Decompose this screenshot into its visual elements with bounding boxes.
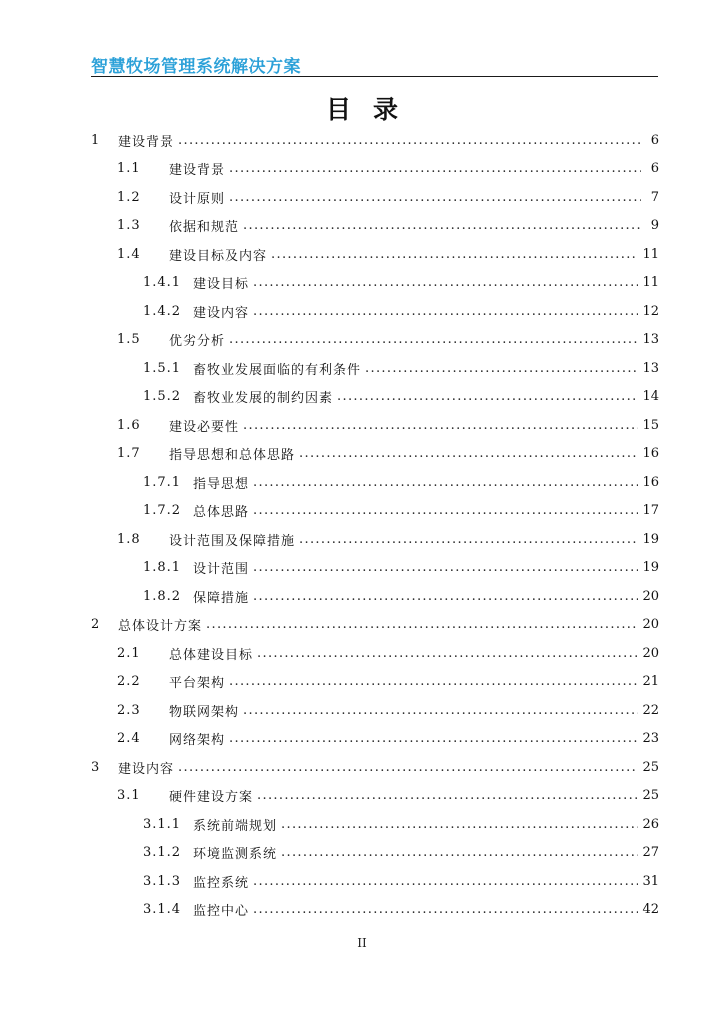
toc-entry[interactable] — [91, 582, 659, 611]
toc-entry[interactable] — [91, 240, 659, 269]
toc-entry[interactable] — [91, 753, 659, 782]
toc-entry-number: 1.4.2 — [143, 303, 182, 319]
toc-entry-number: 2 — [91, 617, 101, 633]
toc-entry-page: 12 — [642, 303, 659, 319]
toc-entry[interactable] — [91, 326, 659, 355]
toc-entry[interactable] — [91, 696, 659, 725]
toc-entry-number: 1.7.1 — [143, 474, 182, 490]
toc-entry-number: 1.7.2 — [143, 503, 182, 519]
toc-entry-page: 11 — [642, 246, 659, 262]
toc-entry-number: 1.7 — [117, 446, 141, 462]
toc-entry-label: 平台架构 — [169, 676, 226, 692]
toc-entry-page: 6 — [650, 161, 659, 177]
toc-entry[interactable] — [91, 839, 659, 868]
toc-entry-number: 3.1.1 — [143, 816, 182, 832]
toc-entry-label: 总体思路 — [193, 505, 250, 521]
toc-entry[interactable] — [91, 269, 659, 298]
toc-entry-label: 总体设计方案 — [118, 619, 203, 635]
toc-dot-leader — [257, 646, 638, 661]
toc-entry[interactable] — [91, 155, 659, 184]
toc-entry-label: 建设内容 — [193, 305, 250, 321]
toc-entry-page: 13 — [642, 332, 659, 348]
toc-dot-leader — [206, 617, 638, 632]
toc-entry[interactable] — [91, 354, 659, 383]
toc-entry-label: 保障措施 — [193, 590, 250, 606]
toc-entry-number: 3.1 — [117, 788, 141, 804]
toc-entry-label: 总体建设目标 — [169, 647, 254, 663]
page-number: II — [357, 936, 367, 950]
toc-dot-leader — [299, 446, 638, 461]
toc-entry[interactable] — [91, 639, 659, 668]
toc-entry-page: 25 — [642, 788, 659, 804]
toc-entry[interactable] — [91, 782, 659, 811]
toc-dot-leader — [178, 760, 638, 775]
toc-entry-number: 2.1 — [117, 645, 141, 661]
toc-entry[interactable] — [91, 725, 659, 754]
toc-dot-leader — [253, 874, 638, 889]
toc-entry-page: 15 — [642, 417, 659, 433]
toc-entry[interactable] — [91, 183, 659, 212]
page-header — [91, 50, 658, 77]
toc-entry[interactable] — [91, 611, 659, 640]
toc-entry-page: 13 — [642, 360, 659, 376]
table-of-contents — [91, 126, 659, 924]
toc-dot-leader — [178, 133, 641, 148]
toc-entry-page: 27 — [642, 845, 659, 861]
toc-entry-number: 1.4.1 — [143, 275, 182, 291]
toc-entry-label: 监控系统 — [193, 875, 250, 891]
toc-dot-leader — [229, 332, 638, 347]
toc-entry[interactable] — [91, 668, 659, 697]
toc-entry-page: 21 — [642, 674, 659, 690]
toc-dot-leader — [253, 503, 638, 518]
toc-entry-number: 1.4 — [117, 246, 141, 262]
toc-entry-label: 畜牧业发展的制约因素 — [193, 391, 334, 407]
toc-entry-number: 3.1.4 — [143, 902, 182, 918]
toc-entry-label: 物联网架构 — [169, 704, 240, 720]
toc-dot-leader — [229, 731, 638, 746]
toc-entry-label: 建设内容 — [118, 761, 175, 777]
toc-entry-label: 建设必要性 — [169, 419, 240, 435]
toc-entry-label: 系统前端规划 — [193, 818, 278, 834]
toc-entry-page: 25 — [642, 759, 659, 775]
toc-entry-number: 1 — [91, 132, 101, 148]
toc-dot-leader — [229, 190, 641, 205]
toc-entry-number: 1.8 — [117, 531, 141, 547]
toc-entry-label: 指导思想和总体思路 — [169, 448, 296, 464]
toc-entry[interactable] — [91, 867, 659, 896]
toc-entry-label: 建设背景 — [118, 134, 175, 150]
toc-entry-page: 19 — [642, 560, 659, 576]
toc-entry-label: 设计原则 — [169, 191, 226, 207]
toc-entry-page: 23 — [642, 731, 659, 747]
toc-entry[interactable] — [91, 212, 659, 241]
toc-entry-page: 6 — [650, 132, 659, 148]
header-title: 智慧牧场管理系统解决方案 — [91, 57, 301, 77]
toc-dot-leader — [271, 247, 638, 262]
toc-entry-page: 22 — [642, 702, 659, 718]
toc-dot-leader — [253, 304, 638, 319]
toc-entry[interactable] — [91, 497, 659, 526]
toc-dot-leader — [337, 389, 638, 404]
toc-entry[interactable] — [91, 468, 659, 497]
toc-entry-label: 环境监测系统 — [193, 847, 278, 863]
toc-dot-leader — [253, 589, 638, 604]
toc-entry-label: 网络架构 — [169, 733, 226, 749]
toc-entry-page: 9 — [650, 218, 659, 234]
toc-entry[interactable] — [91, 440, 659, 469]
toc-entry-number: 1.5.2 — [143, 389, 182, 405]
toc-entry-label: 畜牧业发展面临的有利条件 — [193, 362, 362, 378]
toc-dot-leader — [281, 845, 638, 860]
toc-entry-page: 20 — [642, 588, 659, 604]
toc-dot-leader — [243, 703, 638, 718]
toc-entry-page: 20 — [642, 645, 659, 661]
toc-entry[interactable] — [91, 525, 659, 554]
toc-entry[interactable] — [91, 554, 659, 583]
toc-entry-page: 19 — [642, 531, 659, 547]
toc-entry-number: 1.2 — [117, 189, 141, 205]
toc-dot-leader — [281, 817, 638, 832]
toc-entry-page: 42 — [642, 902, 659, 918]
toc-entry-page: 31 — [642, 873, 659, 889]
toc-entry-label: 建设背景 — [169, 163, 226, 179]
toc-entry[interactable] — [91, 297, 659, 326]
toc-entry-page: 26 — [642, 816, 659, 832]
toc-entry[interactable] — [91, 126, 659, 155]
toc-entry-label: 建设目标 — [193, 277, 250, 293]
toc-entry-label: 指导思想 — [193, 476, 250, 492]
toc-dot-leader — [299, 532, 638, 547]
toc-dot-leader — [365, 361, 638, 376]
toc-dot-leader — [257, 788, 638, 803]
toc-entry-number: 1.6 — [117, 417, 141, 433]
toc-entry-page: 7 — [650, 189, 659, 205]
toc-dot-leader — [243, 418, 638, 433]
toc-entry-number: 1.5.1 — [143, 360, 182, 376]
toc-entry-number: 1.1 — [117, 161, 141, 177]
toc-entry-page: 16 — [642, 446, 659, 462]
toc-entry-label: 依据和规范 — [169, 220, 240, 236]
toc-entry[interactable] — [91, 810, 659, 839]
toc-entry-label: 优劣分析 — [169, 334, 226, 350]
toc-entry-label: 硬件建设方案 — [169, 790, 254, 806]
toc-entry-number: 2.2 — [117, 674, 141, 690]
toc-title: 目录 — [325, 95, 420, 124]
toc-entry-label: 设计范围及保障措施 — [169, 533, 296, 549]
toc-entry-page: 11 — [642, 275, 659, 291]
toc-entry-page: 17 — [642, 503, 659, 519]
toc-entry-number: 3.1.3 — [143, 873, 182, 889]
toc-entry[interactable] — [91, 383, 659, 412]
toc-entry-number: 3 — [91, 759, 101, 775]
toc-entry-number: 2.4 — [117, 731, 141, 747]
toc-entry-number: 2.3 — [117, 702, 141, 718]
toc-dot-leader — [229, 161, 641, 176]
toc-entry-page: 20 — [642, 617, 659, 633]
toc-dot-leader — [253, 902, 638, 917]
toc-entry-label: 设计范围 — [193, 562, 250, 578]
toc-dot-leader — [253, 560, 638, 575]
toc-entry-number: 1.8.2 — [143, 588, 182, 604]
toc-dot-leader — [229, 674, 638, 689]
toc-entry-number: 1.8.1 — [143, 560, 182, 576]
toc-dot-leader — [243, 218, 641, 233]
toc-entry-label: 监控中心 — [193, 904, 250, 920]
toc-entry[interactable] — [91, 896, 659, 925]
toc-dot-leader — [253, 275, 638, 290]
toc-dot-leader — [253, 475, 638, 490]
toc-entry-page: 16 — [642, 474, 659, 490]
toc-entry-number: 1.5 — [117, 332, 141, 348]
toc-entry-number: 1.3 — [117, 218, 141, 234]
toc-entry[interactable] — [91, 411, 659, 440]
toc-entry-label: 建设目标及内容 — [169, 248, 268, 264]
toc-entry-page: 14 — [642, 389, 659, 405]
toc-entry-number: 3.1.2 — [143, 845, 182, 861]
